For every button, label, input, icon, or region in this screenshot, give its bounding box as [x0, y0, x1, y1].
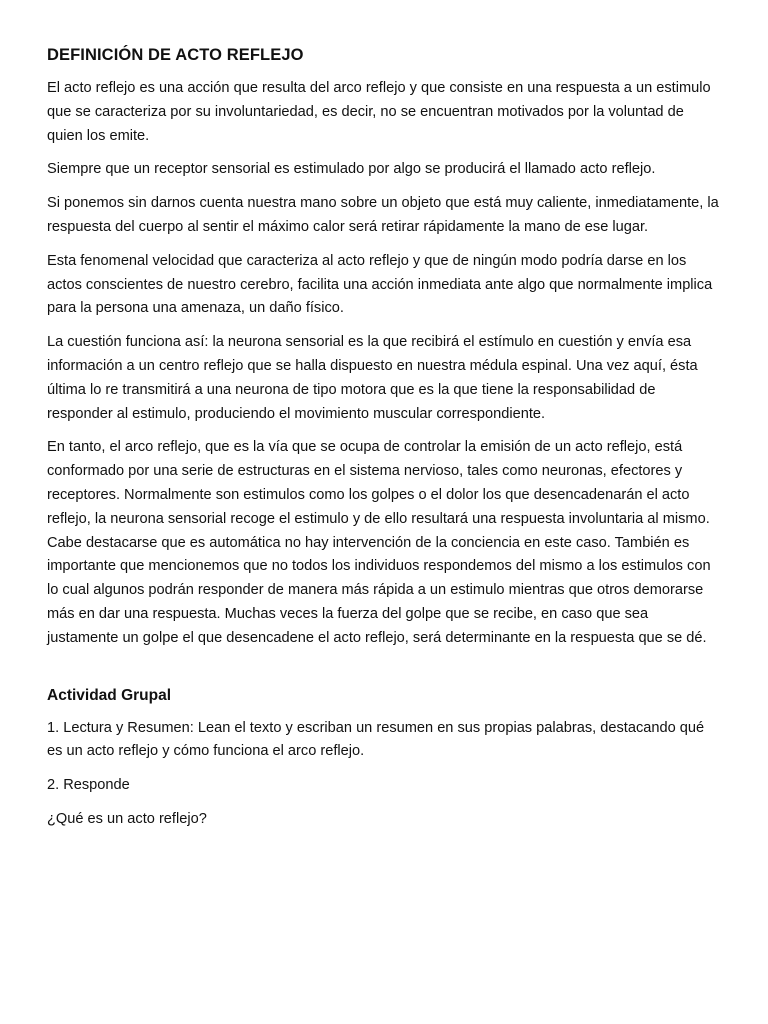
paragraph-velocity: Esta fenomenal velocidad que caracteriza al acto reflejo y que de ningún modo podría darse en los actos conscientes de nuestro cerebro, facilita una acción inmediata ante algo que normalmente implica para la persona una amenaza, un daño físico.: [47, 252, 713, 317]
activity-title: Actividad Grupal: [47, 686, 172, 704]
activity-item-question: ¿Qué es un acto reflejo?: [47, 810, 207, 827]
paragraph-example: Si ponemos sin darnos cuenta nuestra mano sobre un objeto que está muy caliente, inmediatamente, la respuesta del cuerpo al sentir el máximo calor será retirar rápidamente la mano de ese lugar.: [47, 195, 719, 235]
paragraph-definition: El acto reflejo es una acción que resulta del arco reflejo y que consiste en una respuesta a un estimulo que se caracteriza por su involuntariedad, es decir, no se encuentran motivados por la voluntad de quien los emite.: [47, 80, 711, 144]
activity-item-respond: 2. Responde: [47, 777, 130, 794]
paragraph-receptor: Siempre que un receptor sensorial es estimulado por algo se producirá el llamado acto reflejo.: [47, 161, 656, 178]
activity-item-summary: 1. Lectura y Resumen: Lean el texto y escriban un resumen en sus propias palabras, destacando qué es un acto reflejo y cómo funciona el arco reflejo.: [47, 719, 705, 760]
paragraph-reflex-arc: En tanto, el arco reflejo, que es la vía que se ocupa de controlar la emisión de un acto reflejo, está conformado por una serie de estructuras en el sistema nervioso, tales como neuronas, efectores y receptores. Normalmente son estimulos como los golpes o el dolor los que desencadenarán el acto reflejo, la neurona sensorial recoge el estimulo y de ello resultará una respuesta involuntaria al mismo. Cabe destacarse que es automática no hay intervención de la conciencia en este caso. También es importante que mencionemos que no todos los individuos respondemos del mismo a los estimulos con lo cual algunos podrán responder de manera más rápida a un estimulo mientras que otros demorarse más en dar una respuesta. Muchas veces la fuerza del golpe que se recibe, en caso que sea justamente un golpe el que desencadene el acto reflejo, será determinante en la respuesta que se dé.: [47, 439, 711, 646]
document-page: [47, 44, 723, 842]
document-title: DEFINICIÓN DE ACTO REFLEJO: [47, 46, 304, 64]
paragraph-mechanism: La cuestión funciona así: la neurona sensorial es la que recibirá el estímulo en cuestión y envía esa información a un centro reflejo que se halla dispuesto en nuestra médula espinal. Una vez aquí, ésta última lo re transmitirá a una neurona de tipo motora que es la que tiene la responsabilidad de responder al estimulo, produciendo el movimiento muscular correspondiente.: [47, 334, 698, 422]
